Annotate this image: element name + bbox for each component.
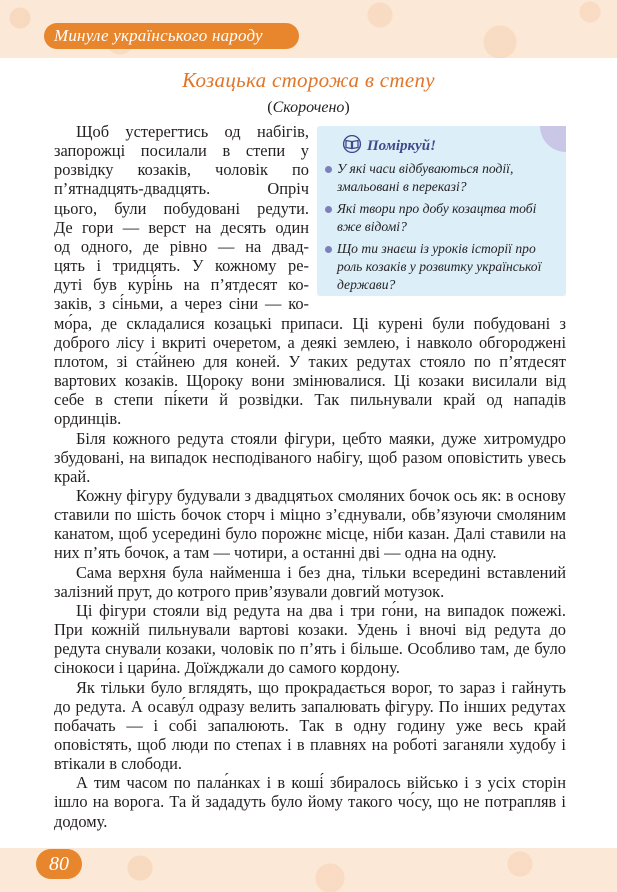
article-subtitle: (Скорочено)	[267, 99, 350, 116]
paragraph-3: Кожну фігуру будували з двадцятьох смоляних бочок ось як: в основу ставили по шість бочок сторч і міцно з’єднували, обв’язуючи смоляним канатом, щоб усередині було порожнє місце, ніби казан. Далі ставили на них п’ять бочок, а там — чотири, а останні дві — одна на одну.	[54, 485, 566, 563]
page-number: 80	[36, 849, 82, 879]
article-title: Козацька сторожа в степу	[182, 68, 435, 92]
paragraph-1-wrapped: Щоб устерегтись од набігів, запорожці посилали в степи у розвідку козаків, чоловік по п’ятнадцять-двадцять. Опріч цього, були побудовані редути. Де гори — верст на десять один од одного, де рівно — на двад- цять і тридцять. У кожному ре- дуті був курі́нь на п’ятдесят ко- заків, з сі́ньми, а через сіни — ко-	[54, 122, 309, 314]
footer-decor-band	[0, 848, 617, 892]
paragraph-1-rest: мо́ра, де складалися козацькі припаси. Ці курені були побудовані з доброго лісу і вкриті очеретом, а деякі землею, і навколо обгороджені плотом, зі ста́йнею для коней. У таких редутах стояло по п’ятдесят вартових козаків. Щороку вони змінювалися. Ці козаки висилали від себе в степи пі́кети й розвідки. Так пильнували край од нападів ординців.	[54, 313, 566, 429]
question-item: У які часи відбуваються події, змальовані в переказі?	[325, 160, 560, 196]
paragraph-7: А тим часом по пала́нках і в коші́ збиралось військо і з усіх сторін ішло на ворога. Та й зададуть було йому такого чо́су, що не потрапляв і додому.	[54, 773, 566, 831]
paragraph-4: Сама верхня була найменша і без дна, тільки всередині вставлений залізний прут, до котрого прив’язували довгий мотузок.	[54, 562, 566, 601]
article-body	[54, 122, 566, 831]
think-box-heading-text: Поміркуй!	[367, 138, 436, 154]
paragraph-2: Біля кожного редута стояли фігури, цебто маяки, дуже хитромудро збудовані, на випадок несподіваного набігу, щоб разом оповістить увесь край.	[54, 428, 566, 486]
section-label: Минуле українського народу	[44, 23, 299, 49]
question-item: Що ти знаєш із уроків історії про роль козаків у розвитку української держави?	[325, 240, 560, 294]
paragraph-5: Ці фігури стояли від редута на два і три го́ни, на випадок пожежі. При кожній пильнували вартові козаки. Удень і вночі від редута до редута снували козаки, чоловік по п’ять і більше. Особливо там, де було сінокоси і цари́на. Доїжджали до самого кордону.	[54, 600, 566, 678]
paragraph-6: Як тільки було вглядять, що прокрадається ворог, то зараз і гайнуть до редута. А осаву́л одразу велить запалювать фігуру. По інших редутах побачать — і собі запалюють. Так в одну годину уже весь край оповістять, щоб люди по степах і в плавнях на роботі заганяли худобу і втікали в слободи.	[54, 677, 566, 774]
question-item: Які твори про добу козацтва тобі вже відомі?	[325, 200, 560, 236]
